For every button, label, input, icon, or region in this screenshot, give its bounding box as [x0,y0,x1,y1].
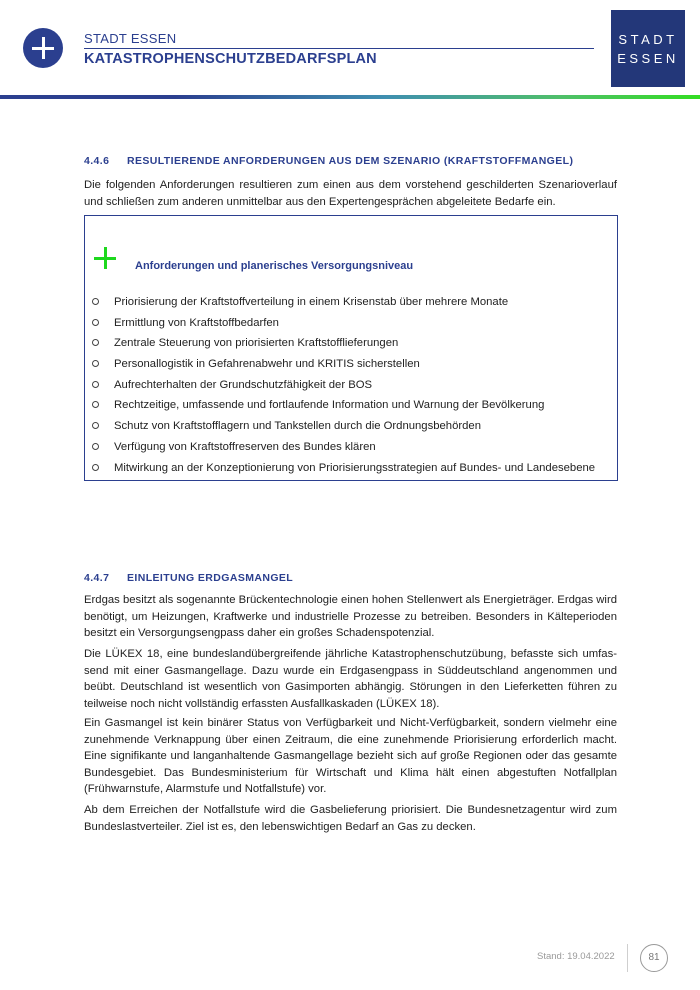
requirements-box [84,215,618,481]
header-color-band [0,95,700,99]
list-item-text: Verfügung von Kraftstoffreserven des Bundes klären [114,440,376,453]
section-heading-447 [84,572,293,584]
list-item-text: Schutz von Kraftstofflagern und Tankstellen durch die Ordnungsbehörden [114,420,481,433]
circle-bullet-icon [92,443,99,450]
footer-date: Stand: 19.04.2022 [537,951,615,962]
circle-bullet-icon [92,401,99,408]
circle-bullet-icon [92,319,99,326]
list-item-text: Ermittlung von Kraftstoffbedarfen [114,316,279,329]
list-item [85,294,619,315]
section-title: RESULTIERENDE ANFORDERUNGEN AUS DEM SZENARIO (KRAFTSTOFFMANGEL) [127,155,574,167]
section-title: EINLEITUNG ERDGASMANGEL [127,572,294,584]
document-title: KATASTROPHENSCHUTZBEDARFSPLAN [84,51,377,67]
page-number: 81 [640,944,668,972]
list-item [85,335,619,356]
page-header [0,0,700,100]
list-item [85,397,619,418]
paragraph-2: Die LÜKEX 18, eine bundeslandübergreifende jährliche Katastrophenschutzübung, befasste sich umfassend mit einer Gasmangellage. Dazu wurde ein Erdgasengpass in Süddeutschland angenommen und beübt. Deutschland ist wesentlich von Gasimporten abhängig. Störungen in den Lieferketten führen zu teilweise noch nicht vollständig erfassten Ausfallkaskaden (LÜKEX 18). [84,648,617,710]
logo-line-2: ESSEN [617,51,679,66]
section-heading-446 [84,155,573,167]
section-446-intro: Die folgenden Anforderungen resultieren zum einen aus dem vorstehend geschilderten Szenarioverlauf und schließen zum anderen unmittelbar aus den Expertengesprächen abgeleitete Bedarfe ein. [84,179,617,208]
header-city: STADT ESSEN [84,31,177,46]
list-item [85,377,619,398]
logo-line-1: STADT [618,32,678,47]
circle-bullet-icon [92,298,99,305]
list-item-text: Zentrale Steuerung von priorisierten Kraftstofflieferungen [114,337,399,350]
list-item [85,356,619,377]
circle-bullet-icon [92,381,99,388]
stadt-essen-logo [611,10,685,87]
requirements-list [85,294,619,480]
list-item-text: Rechtzeitige, umfassende und fortlaufende Information und Warnung der Bevölkerung [114,399,545,412]
list-item [85,439,619,460]
list-item [85,460,619,481]
paragraph-3: Ein Gasmangel ist kein binärer Status von Verfügbarkeit und Nicht-Verfügbarkeit, sondern vielmehr eine zunehmende Verknappung über einen Zeitraum, die eine zunehmende Priorisierung erforderlich macht. Eine signifikante und langanhaltende Gasmangellage bezieht sich auf große Regionen oder das gesamte Bundesgebiet. Das Bundesministerium für Wirtschaft und Klima hält einen abgestuften Notfallplan (Frühwarnstufe, Alarmstufe und Notfallstufe) vor. [84,717,617,795]
list-item-text: Priorisierung der Kraftstoffverteilung in einem Krisenstab über mehrere Monate [114,296,509,308]
list-item-text: Mitwirkung an der Konzeptionierung von Priorisierungsstrategien auf Bundes- und Landesebene [114,461,596,474]
plus-icon [94,247,116,269]
section-number: 4.4.7 [84,572,110,584]
paragraph-4: Ab dem Erreichen der Notfallstufe wird die Gasbelieferung priorisiert. Die Bundesnetzagentur wird zum Bundeslastverteiler. Ziel ist es, den lebenswichtigen Bedarf an Gas zu decken. [84,804,617,833]
plus-icon [23,28,63,68]
list-item-text: Personallogistik in Gefahrenabwehr und KRITIS sicherstellen [114,358,420,371]
footer-divider [627,944,628,972]
header-divider [84,48,594,49]
paragraph-1: Erdgas besitzt als sogenannte Brückentechnologie einen hohen Stellenwert als Energieträger. Erdgas wird benötigt, um Heizungen, Kraftwerke und industrielle Prozesse zu betreiben. Besonders in Kälteperioden besitzt ein Versorgungsengpass daher ein großes Schadenspotenzial. [84,594,617,639]
section-number: 4.4.6 [84,155,110,167]
list-item [85,315,619,336]
circle-bullet-icon [92,339,99,346]
circle-bullet-icon [92,422,99,429]
box-title: Anforderungen und planerisches Versorgungsniveau [135,260,414,272]
list-item [85,418,619,439]
list-item-text: Aufrechterhalten der Grundschutzfähigkeit der BOS [114,378,373,391]
circle-bullet-icon [92,464,99,471]
circle-bullet-icon [92,360,99,367]
